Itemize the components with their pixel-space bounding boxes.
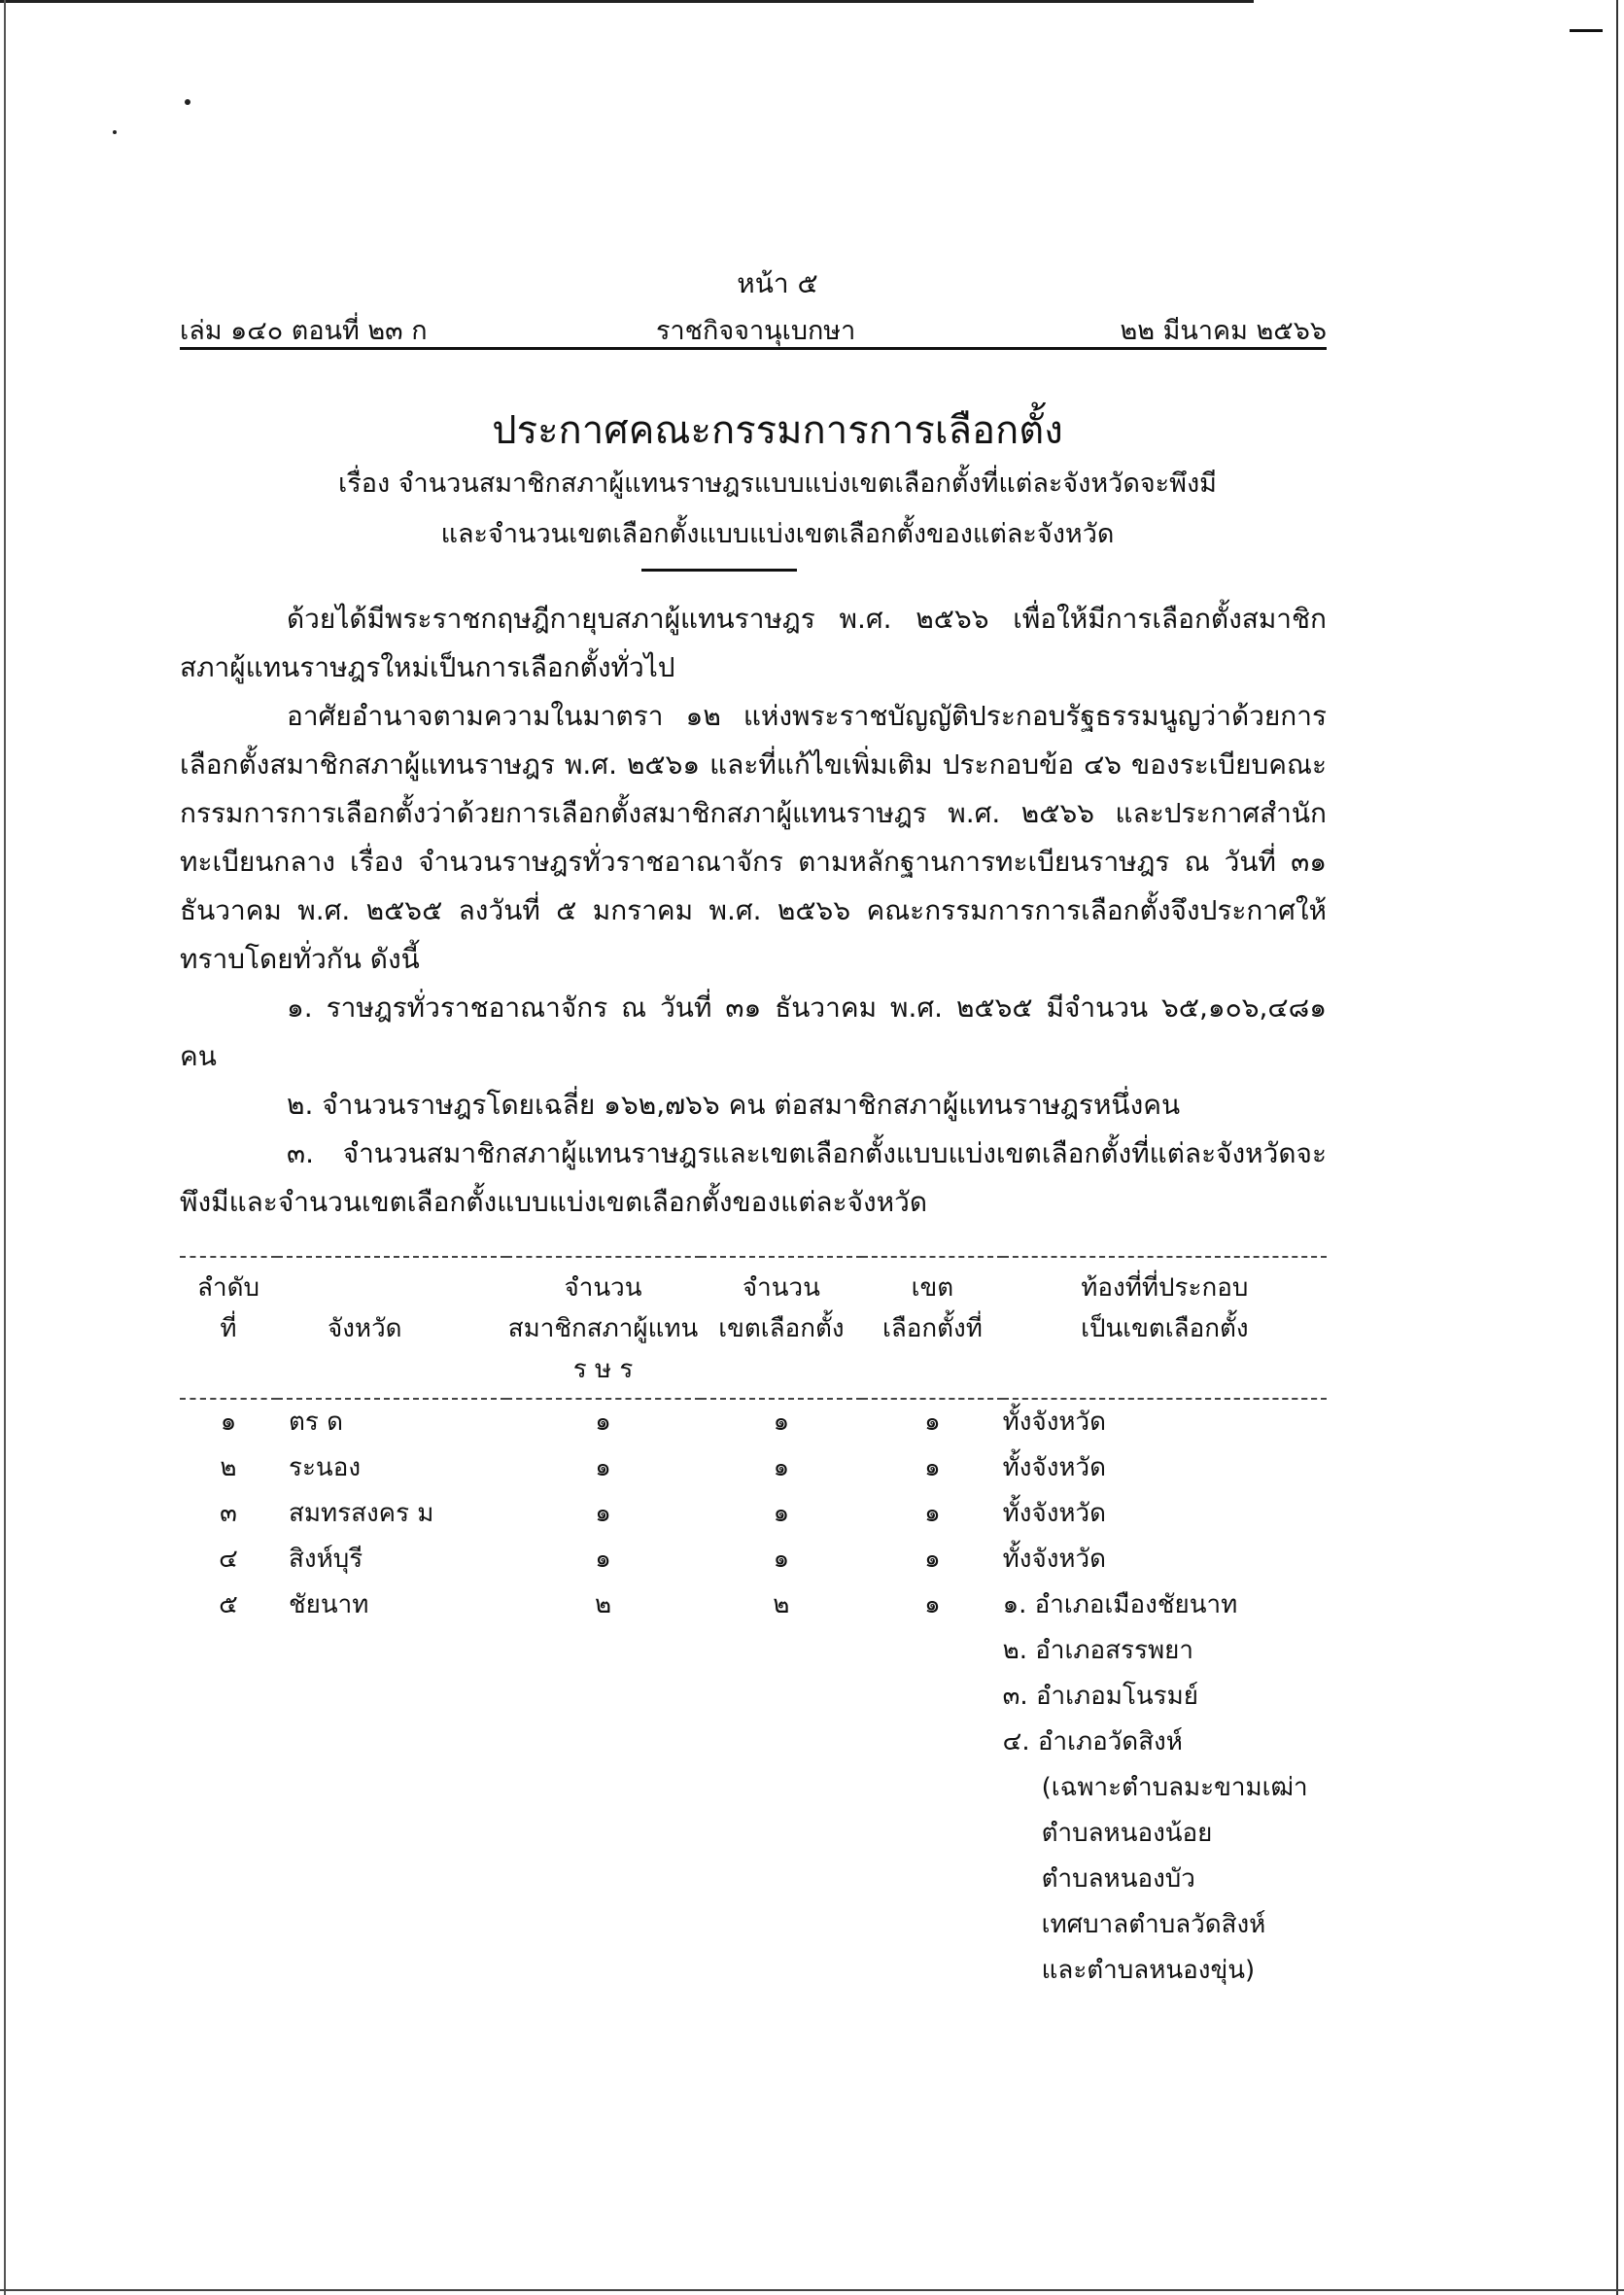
- scan-speck: [185, 99, 190, 105]
- col-districts-header: จำนวน เขตเลือกตั้ง: [701, 1257, 863, 1399]
- table-row: [180, 1537, 1327, 1582]
- document-subject: [0, 459, 1555, 560]
- col-area-header: ท้องที่ที่ประกอบ เป็นเขตเลือกตั้ง: [1003, 1257, 1327, 1399]
- row-districts: ๑: [773, 1499, 790, 1528]
- scan-corner-mark: [1570, 29, 1603, 32]
- row-order: ๕: [219, 1590, 238, 1619]
- row-order: ๒: [220, 1453, 237, 1482]
- area-line: (เฉพาะตำบลมะขามเฒ่า: [1041, 1773, 1308, 1802]
- publish-date: ๒๒ มีนาคม ๒๕๖๖: [1120, 316, 1327, 346]
- col-district-no-header: เขต เลือกตั้งที่: [862, 1257, 1002, 1399]
- row-representatives: ๑: [595, 1499, 611, 1528]
- scan-top-edge: [0, 0, 1254, 3]
- title-divider: [641, 569, 797, 572]
- paragraph: ๓. จำนวนสมาชิกสภาผู้แทนราษฎรและเขตเลือกตั้งแบบแบ่งเขตเลือกตั้งที่แต่ละจังหวัดจะพึงมีและจำนวนเขตเลือกตั้งแบบแบ่งเขตเลือกตั้งของแต่ละจังหวัด: [180, 1137, 1327, 1218]
- row-area: ทั้งจังหวัด: [1002, 1499, 1107, 1528]
- gazette-name: ราชกิจจานุเบกษา: [656, 316, 856, 346]
- row-province: ตร ด: [289, 1408, 343, 1437]
- row-province: ระนอง: [289, 1453, 362, 1482]
- col-representatives-header: จำนวน สมาชิกสภาผู้แทน ร ษ ร: [506, 1257, 701, 1399]
- scan-right-edge: [1616, 0, 1618, 2295]
- row-province: สมทรสงคร ม: [289, 1499, 434, 1528]
- row-districts: ๑: [773, 1408, 790, 1437]
- row-area: [1003, 1582, 1327, 1994]
- row-districts: ๑: [773, 1453, 790, 1482]
- page-number: หน้า ๕: [737, 267, 818, 299]
- row-district-no: ๑: [924, 1499, 941, 1528]
- subject-line: เรื่อง จำนวนสมาชิกสภาผู้แทนราษฎรแบบแบ่งเขตเลือกตั้งที่แต่ละจังหวัดจะพึงมี: [338, 469, 1217, 499]
- header-divider: [180, 347, 1327, 350]
- row-province: ชัยนาท: [289, 1590, 369, 1619]
- table-row: [180, 1399, 1327, 1445]
- row-province: สิงห์บุรี: [289, 1545, 363, 1574]
- row-area: ทั้งจังหวัด: [1002, 1408, 1107, 1437]
- row-representatives: ๑: [595, 1545, 611, 1574]
- paragraph: อาศัยอำนาจตามความในมาตรา ๑๒ แห่งพระราชบัญญัติประกอบรัฐธรรมนูญว่าด้วยการเลือกตั้งสมาชิกสภาผู้แทนราษฎร พ.ศ. ๒๕๖๑ และที่แก้ไขเพิ่มเติม ประกอบข้อ ๔๖ ของระเบียบคณะกรรมการการเลือกตั้งว่าด้วยการเลือกตั้งสมาชิกสภาผู้แทนราษฎร พ.ศ. ๒๕๖๖ และประกาศสำนักทะเบียนกลาง เรื่อง จำนวนราษฎรทั่วราชอาณาจักร ตามหลักฐานการทะเบียนราษฎร ณ วันที่ ๓๑ ธันวาคม พ.ศ. ๒๕๖๕ ลงวันที่ ๕ มกราคม พ.ศ. ๒๕๖๖ คณะกรรมการการเลือกตั้งจึงประกาศให้ทราบโดยทั่วกัน ดังนี้: [180, 700, 1327, 975]
- col-province-header: จังหวัด: [277, 1257, 506, 1399]
- seat-allocation-table: [180, 1256, 1327, 1994]
- subject-line: และจำนวนเขตเลือกตั้งแบบแบ่งเขตเลือกตั้งของแต่ละจังหวัด: [440, 519, 1115, 549]
- row-order: ๓: [220, 1499, 237, 1528]
- row-district-no: ๑: [924, 1453, 941, 1482]
- document-title: ประกาศคณะกรรมการการเลือกตั้ง: [492, 408, 1063, 453]
- row-district-no: ๑: [924, 1545, 941, 1574]
- document-body: [180, 595, 1327, 1227]
- row-representatives: ๑: [595, 1453, 611, 1482]
- scan-speck: [113, 130, 117, 134]
- row-district-no: ๑: [924, 1590, 941, 1619]
- row-representatives: ๒: [594, 1590, 612, 1619]
- row-district-no: ๑: [924, 1408, 941, 1437]
- area-line: ๑. อำเภอเมืองชัยนาท: [1002, 1590, 1238, 1619]
- table-row: [180, 1445, 1327, 1491]
- row-order: ๔: [219, 1545, 238, 1574]
- col-order-header: ลำดับ ที่: [180, 1257, 277, 1399]
- area-line: ๔. อำเภอวัดสิงห์: [1002, 1727, 1183, 1756]
- area-line: ๓. อำเภอมโนรมย์: [1002, 1682, 1199, 1711]
- area-line: ตำบลหนองน้อย: [1041, 1819, 1213, 1848]
- paragraph: ด้วยได้มีพระราชกฤษฎีกายุบสภาผู้แทนราษฎร พ.ศ. ๒๕๖๖ เพื่อให้มีการเลือกตั้งสมาชิกสภาผู้แทนราษฎรใหม่เป็นการเลือกตั้งทั่วไป: [180, 603, 1327, 683]
- scan-left-edge: [4, 0, 6, 2295]
- row-area: ทั้งจังหวัด: [1002, 1545, 1107, 1574]
- row-districts: ๑: [773, 1545, 790, 1574]
- gazette-header: [180, 309, 1327, 348]
- paragraph: ๒. จำนวนราษฎรโดยเฉลี่ย ๑๖๒,๗๖๖ คน ต่อสมาชิกสภาผู้แทนราษฎรหนึ่งคน: [287, 1089, 1181, 1121]
- paragraph: ๑. ราษฎรทั่วราชอาณาจักร ณ วันที่ ๓๑ ธันวาคม พ.ศ. ๒๕๖๕ มีจำนวน ๖๕,๑๐๖,๔๘๑ คน: [180, 991, 1327, 1072]
- row-representatives: ๑: [595, 1408, 611, 1437]
- table-row: [180, 1582, 1327, 1994]
- row-area: ทั้งจังหวัด: [1002, 1453, 1107, 1482]
- volume-issue: เล่ม ๑๔๐ ตอนที่ ๒๓ ก: [180, 316, 428, 346]
- area-line: เทศบาลตำบลวัดสิงห์: [1041, 1910, 1266, 1939]
- area-line: และตำบลหนองขุ่น): [1041, 1956, 1256, 1985]
- row-districts: ๒: [773, 1590, 790, 1619]
- table-row: [180, 1491, 1327, 1537]
- table-header-row: [180, 1257, 1327, 1399]
- area-line: ๒. อำเภอสรรพยา: [1002, 1636, 1193, 1665]
- scan-bottom-edge: [0, 2289, 1624, 2291]
- area-line: ตำบลหนองบัว: [1041, 1864, 1195, 1894]
- row-order: ๑: [220, 1408, 237, 1437]
